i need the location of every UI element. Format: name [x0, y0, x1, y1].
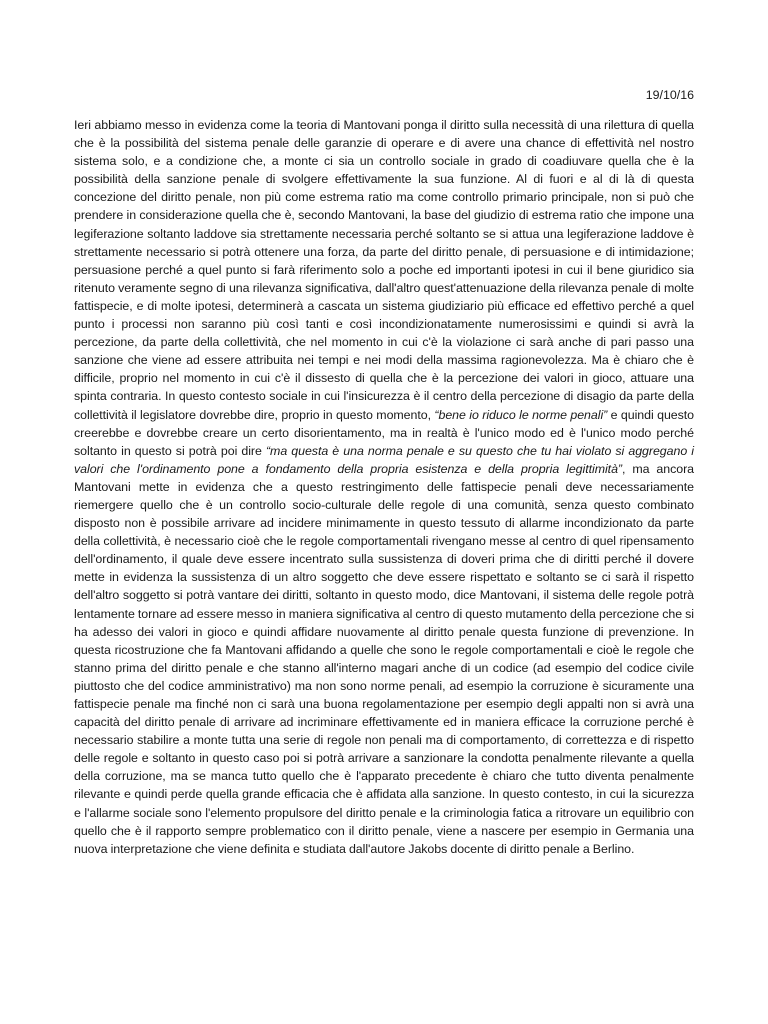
quote-bene-io-riduco: “bene io riduco le norme penali”: [434, 407, 608, 422]
text-segment: Ieri abbiamo messo in evidenza come la teoria di Mantovani ponga il diritto sulla necessità di una rilettura di quella che è la possibilità del sistema penale delle garanzie di operare e di avere una chance di effettività nel nostro sistema solo, e a condizione che, a monte ci sia un controllo sociale in grado di coadiuvare quella che è la possibilità della sanzione penale di svolgere effettivamente la sua funzione. Al di fuori e al di là di questa concezione del diritto penale, non più come estrema ratio ma come controllo primario principale, non si può che prendere in considerazione quella che è, secondo Mantovani, la base del giudizio di estrema ratio che impone una legiferazione soltanto laddove sia strettamente necessaria perché soltanto se si attua una legiferazione laddove è strettamente necessario si potrà ottenere una forza, da parte del diritto penale, di persuasione e di intimidazione; persuasione perché a quel punto si farà riferimento solo a poche ed importanti ipotesi in cui il bene giuridico sia ritenuto veramente segno di una rilevanza significativa, dall'altro quest'attenuazione della rilevanza penale di molte fattispecie, e di molte ipotesi, determinerà a cascata un sistema giudiziario più efficace ed effettivo perché a quel punto i processi non saranno più così tanti e così incondizionatamente numerosissimi e quindi si avrà la percezione, da parte della collettività, che nel momento in cui c'è la violazione ci sarà anche di pari passo una sanzione che viene ad essere attribuita nei tempi e nei modi della massima ragionevolezza. Ma è chiaro che è difficile, proprio nel momento in cui c'è il dissesto di quella che è la percezione dei valori in gioco, attuare una spinta contraria. In questo contesto sociale in cui l'insicurezza è il centro della percezione di disagio da parte della collettività il legislatore dovrebbe dire, proprio in questo momento,: [74, 118, 694, 422]
text-segment: e quindi questo creerebbe e dovrebbe creare un certo disorientamento, ma in realtà è l'unico modo ed è l'unico modo perché soltanto in questo si potrà poi dire: [74, 407, 695, 458]
body-paragraph: [74, 116, 694, 858]
document-page: [74, 0, 694, 1024]
quote-norma-penale: “ma questa è una norma penale e su questo che tu hai violato si aggregano i valori che l'ordinamento pone a fondamento della propria esistenza e della propria legittimità”: [74, 443, 694, 476]
text-segment: , ma ancora Mantovani mette in evidenza che a questo restringimento delle fattispecie penali deve necessariamente riemergere quello che è un controllo socio-culturale delle regole di una comunità, senza questo combinato disposto non è possibile arrivare ad incidere minimamente in questo tessuto di allarme incondizionato da parte della collettività, è necessario cioè che le regole comportamentali rivengano messe al centro di quel ripensamento dell'ordinamento, il quale deve essere incentrato sulla sussistenza di doveri prima che di diritti perché il dovere mette in evidenza la sussistenza di un altro soggetto che deve essere rispettato e soltanto se ci sarà il rispetto dell'altro soggetto si potrà vantare dei diritti, soltanto in questo modo, dice Mantovani, il sistema delle regole potrà lentamente tornare ad essere messo in maniera significativa al centro di questo mutamento della percezione che si ha adesso dei valori in gioco e quindi affidare nuovamente al diritto penale questa funzione di prevenzione. In questa ricostruzione che fa Mantovani affidando a quelle che sono le regole comportamentali e cioè le regole che stanno prima del diritto penale e che stanno all'interno magari anche di un codice (ad esempio del codice civile piuttosto che del codice amministrativo) ma non sono norme penali, ad esempio la corruzione è sicuramente una fattispecie penale ma finché non ci sarà una buona regolamentazione per esempio degli appalti non si avrà una capacità del diritto penale di arrivare ad incriminare effettivamente ed in maniera efficace la corruzione perché è necessario stabilire a monte tutta una serie di regole non penali ma di comportamento, di correttezza e di rispetto delle regole e soltanto in questo caso poi si potrà arrivare a sanzionare la condotta penalmente rilevante a quella della corruzione, ma se manca tutto quello che è l'apparato precedente è chiaro che tutto diventa penalmente rilevante e quindi perde quella grande efficacia che è affidata alla sanzione. In questo contesto, in cui la sicurezza e l'allarme sociale sono l'elemento propulsore del diritto penale e la criminologia fatica a ritrovare un equilibrio con quello che è il rapporto sempre problematico con il diritto penale, viene a nascere per esempio in Germania una nuova interpretazione che viene definita e studiata dall'autore Jakobs docente di diritto penale a Berlino.: [74, 461, 695, 856]
document-date: 19/10/16: [645, 88, 694, 102]
